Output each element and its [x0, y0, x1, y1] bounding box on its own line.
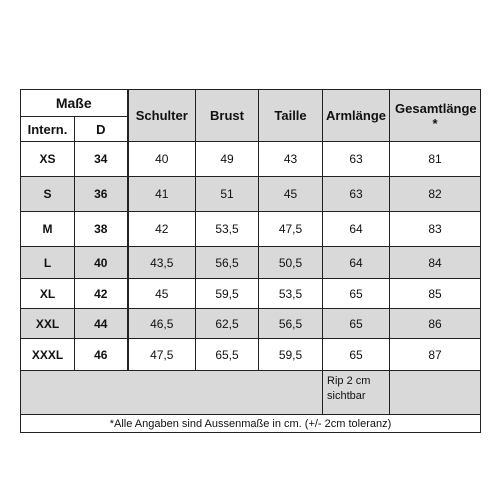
- cell-taille: 45: [259, 177, 323, 212]
- size-d: 40: [75, 247, 128, 279]
- cell-schulter: 43,5: [128, 247, 196, 279]
- cell-schulter: 46,5: [128, 309, 196, 339]
- size-d: 42: [75, 279, 128, 309]
- cell-gesamt: 81: [390, 142, 481, 177]
- cell-schulter: 45: [128, 279, 196, 309]
- header-armlaenge: Armlänge: [323, 90, 390, 142]
- cell-arm: 63: [323, 177, 390, 212]
- cell-brust: 59,5: [196, 279, 259, 309]
- cell-gesamt: 85: [390, 279, 481, 309]
- size-intern: M: [21, 212, 75, 247]
- size-intern: XXXL: [21, 339, 75, 371]
- cell-schulter: 40: [128, 142, 196, 177]
- cell-taille: 53,5: [259, 279, 323, 309]
- size-intern: XXL: [21, 309, 75, 339]
- header-masse: Maße: [21, 90, 128, 117]
- size-d: 34: [75, 142, 128, 177]
- note-empty-cell: [21, 371, 323, 415]
- cell-gesamt: 84: [390, 247, 481, 279]
- table-row: [21, 142, 481, 177]
- header-gesamtlaenge: [390, 90, 481, 142]
- cell-gesamt: 86: [390, 309, 481, 339]
- table-row: [21, 339, 481, 371]
- table-row: [21, 212, 481, 247]
- cell-gesamt: 87: [390, 339, 481, 371]
- size-intern: S: [21, 177, 75, 212]
- note-empty-last: [390, 371, 481, 415]
- cell-arm: 65: [323, 309, 390, 339]
- cell-taille: 43: [259, 142, 323, 177]
- header-gesamtlaenge-text: Gesamtlänge *: [395, 100, 477, 131]
- cell-brust: 49: [196, 142, 259, 177]
- cell-brust: 65,5: [196, 339, 259, 371]
- cell-arm: 65: [323, 339, 390, 371]
- footer-note: *Alle Angaben sind Aussenmaße in cm. (+/- 2cm toleranz): [21, 415, 481, 433]
- size-intern: L: [21, 247, 75, 279]
- size-chart-table: [20, 89, 481, 433]
- size-d: 38: [75, 212, 128, 247]
- note-rip: Rip 2 cm sichtbar: [323, 371, 390, 415]
- cell-arm: 64: [323, 212, 390, 247]
- cell-arm: 64: [323, 247, 390, 279]
- cell-schulter: 47,5: [128, 339, 196, 371]
- table-row: [21, 279, 481, 309]
- cell-brust: 56,5: [196, 247, 259, 279]
- cell-brust: 62,5: [196, 309, 259, 339]
- cell-taille: 56,5: [259, 309, 323, 339]
- size-d: 36: [75, 177, 128, 212]
- cell-arm: 65: [323, 279, 390, 309]
- cell-taille: 59,5: [259, 339, 323, 371]
- cell-gesamt: 83: [390, 212, 481, 247]
- size-intern: XS: [21, 142, 75, 177]
- cell-arm: 63: [323, 142, 390, 177]
- footer-row: [21, 415, 481, 433]
- size-d: 46: [75, 339, 128, 371]
- cell-schulter: 42: [128, 212, 196, 247]
- cell-brust: 51: [196, 177, 259, 212]
- header-taille: Taille: [259, 90, 323, 142]
- header-schulter: Schulter: [128, 90, 196, 142]
- table-row: [21, 247, 481, 279]
- note-row: [21, 371, 481, 415]
- header-d: D: [75, 117, 128, 142]
- cell-brust: 53,5: [196, 212, 259, 247]
- cell-gesamt: 82: [390, 177, 481, 212]
- cell-taille: 47,5: [259, 212, 323, 247]
- header-intern: Intern.: [21, 117, 75, 142]
- table-row: [21, 309, 481, 339]
- header-brust: Brust: [196, 90, 259, 142]
- cell-taille: 50,5: [259, 247, 323, 279]
- cell-schulter: 41: [128, 177, 196, 212]
- table-row: [21, 177, 481, 212]
- size-intern: XL: [21, 279, 75, 309]
- size-d: 44: [75, 309, 128, 339]
